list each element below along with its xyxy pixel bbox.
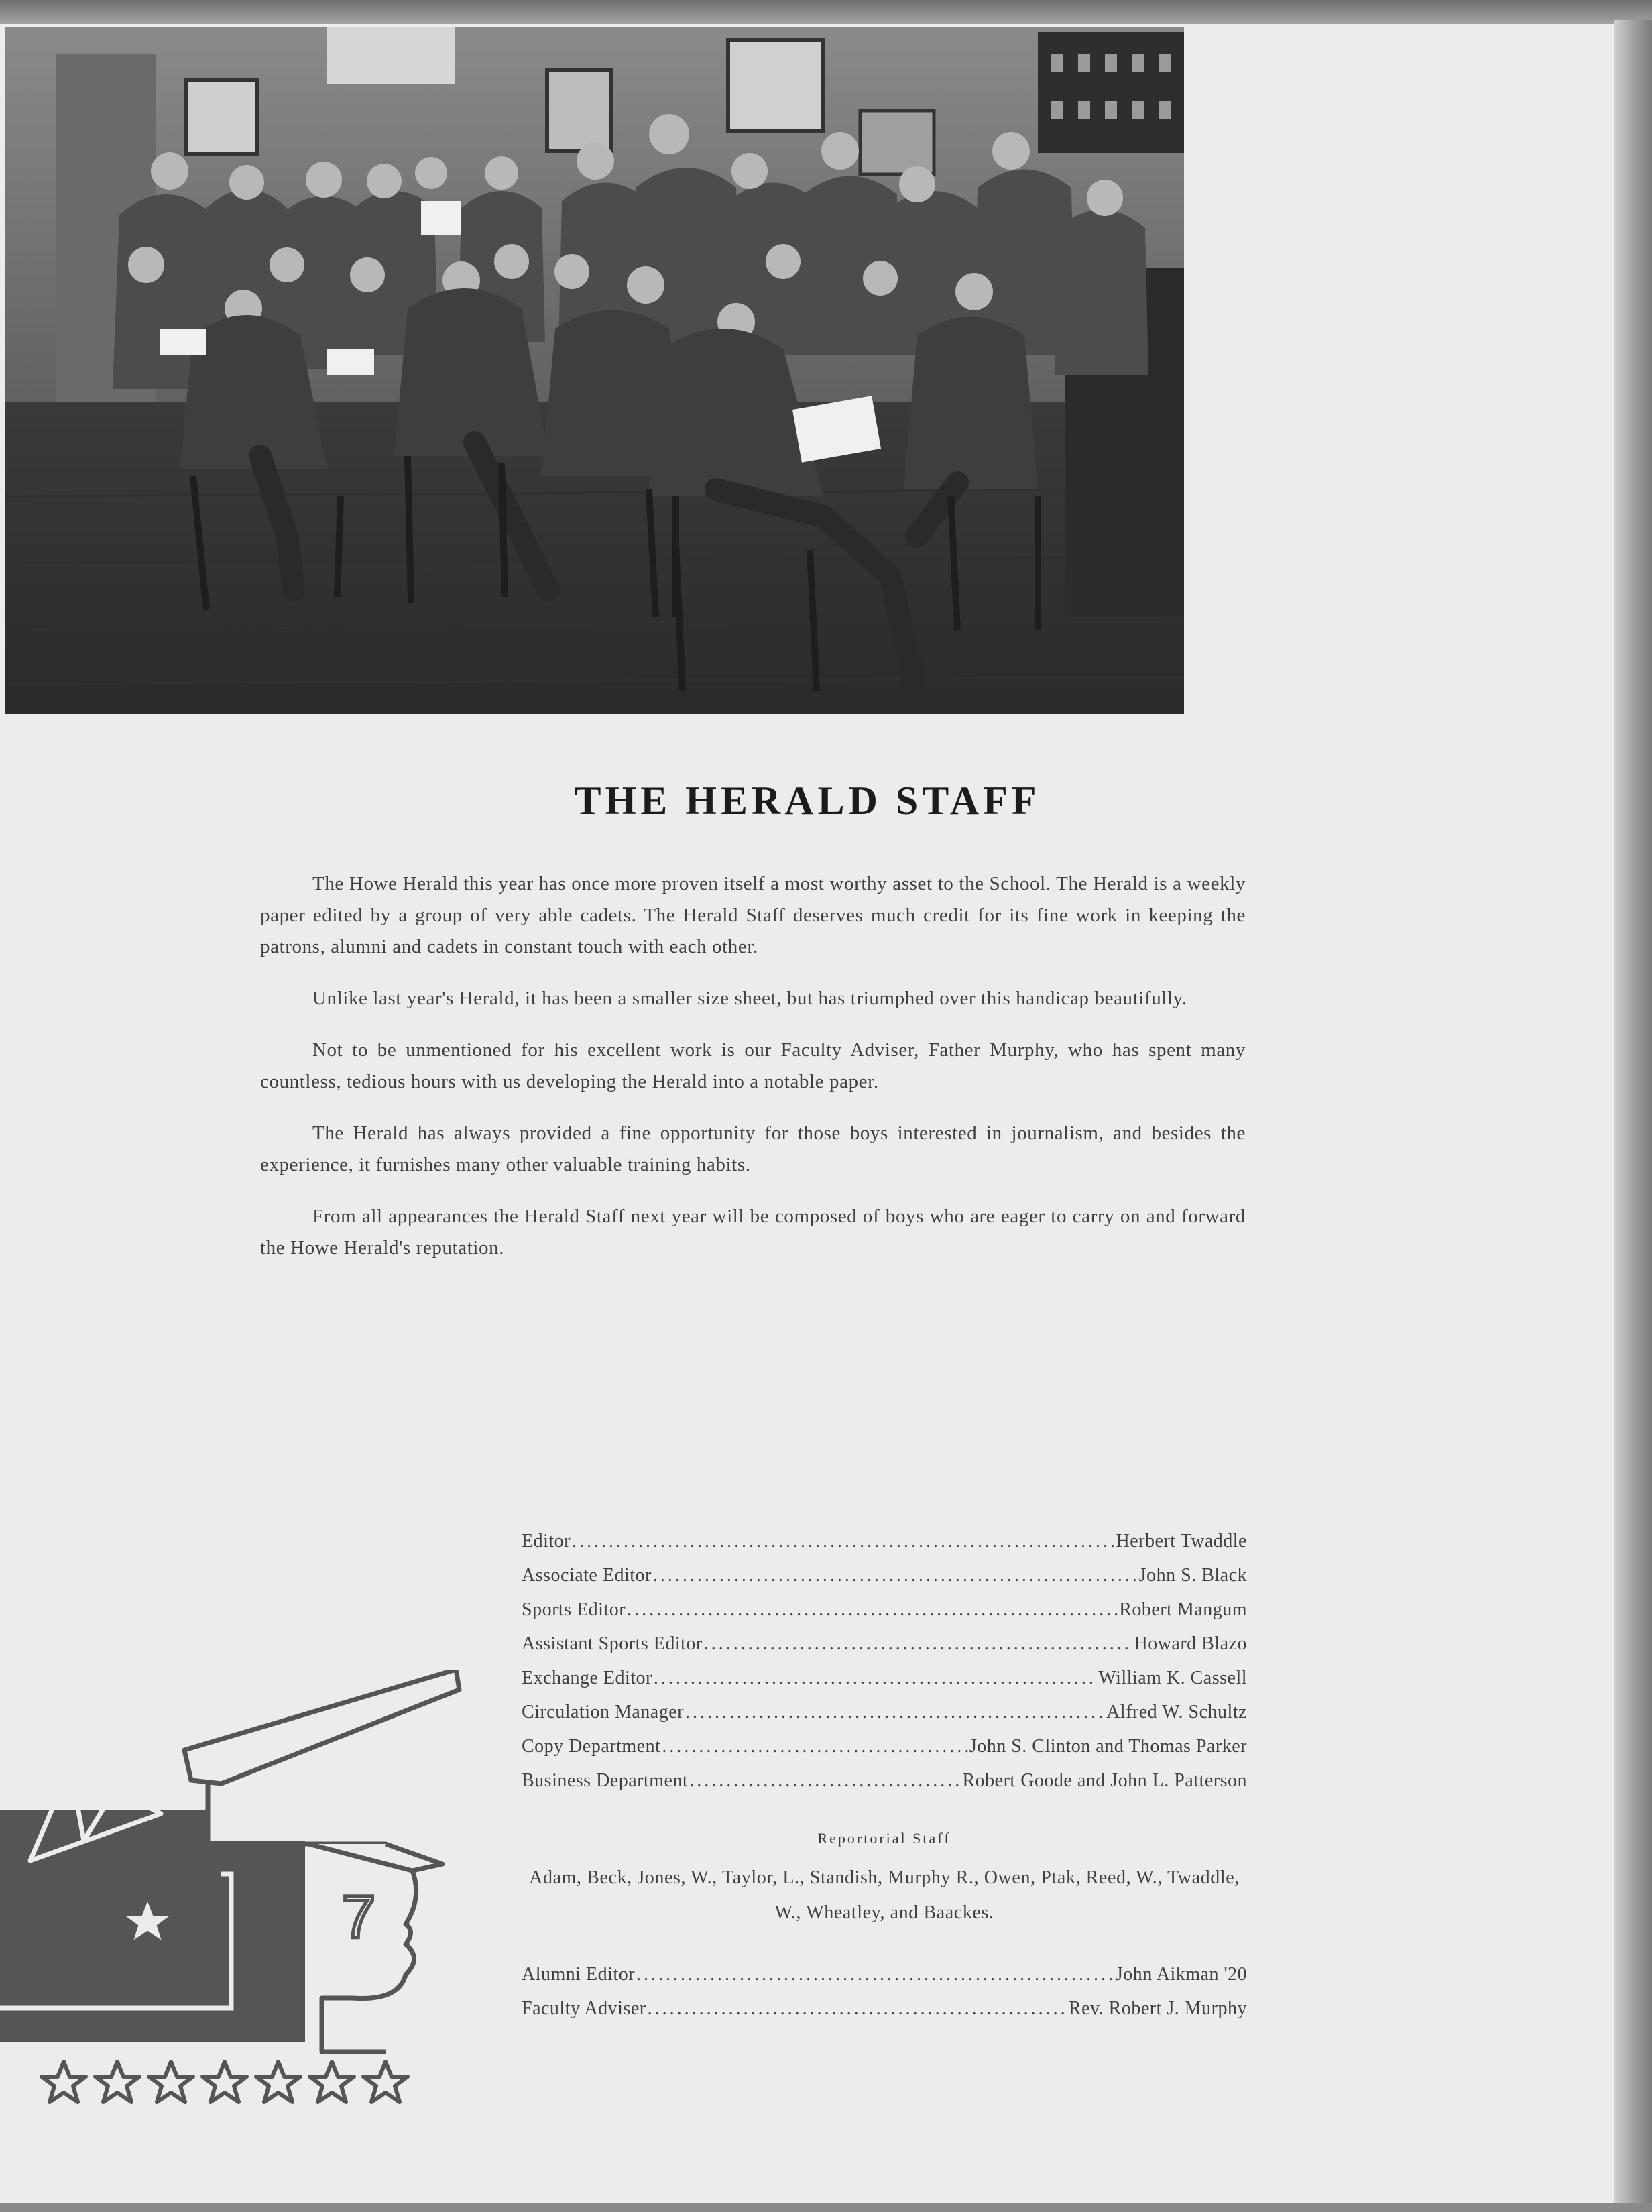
cap-crown — [184, 1670, 459, 1784]
trophy-cabinet — [1038, 32, 1184, 153]
staff-name: Robert Mangum — [1119, 1599, 1247, 1620]
staff-role: Circulation Manager — [522, 1702, 684, 1723]
wall-frame-center — [547, 70, 611, 151]
staff-row — [522, 1770, 1247, 1804]
staff-role: Faculty Adviser — [522, 1998, 646, 2019]
wall-frame-left — [186, 80, 257, 154]
staff-name: Rev. Robert J. Murphy — [1068, 1998, 1247, 2019]
staff-role: Sports Editor — [522, 1599, 626, 1620]
staff-name: John S. Black — [1138, 1565, 1247, 1586]
cap-band — [208, 1784, 386, 1844]
leader-dots — [572, 1531, 1114, 1552]
staff-role: Associate Editor — [522, 1565, 652, 1586]
cap-visor — [308, 1844, 442, 1871]
paragraph-1: The Howe Herald this year has once more proven itself a most worthy asset to the School. The Herald is a weekly paper edited by a group of very able cadets. The Herald Staff deserves much credit for its fine work in keeping the patrons, alumni and cadets in constant touch with each other. — [260, 873, 1246, 957]
staff-name: Herbert Twaddle — [1116, 1531, 1247, 1552]
staff-row — [522, 1633, 1247, 1668]
staff-role: Assistant Sports Editor — [522, 1633, 703, 1654]
page-title: THE HERALD STAFF — [574, 778, 1041, 823]
staff-name: Robert Goode and John L. Patterson — [962, 1770, 1247, 1791]
staff-role: Alumni Editor — [522, 1964, 636, 1985]
leader-dots — [704, 1633, 1133, 1655]
paragraph-2: Unlike last year's Herald, it has been a smaller size sheet, but has triumphed over this handicap beautifully. — [312, 988, 1187, 1009]
staff-role: Business Department — [522, 1770, 689, 1791]
leader-dots — [685, 1702, 1105, 1723]
page-top-edge — [0, 0, 1652, 27]
rank-star-icon — [42, 2062, 86, 2102]
staff-row — [522, 1599, 1247, 1633]
leader-dots — [662, 1736, 967, 1757]
adviser-row — [522, 1964, 1247, 1998]
paragraph-4: The Herald has always provided a fine opportunity for those boys interested in journalism, and besides the experience, it furnishes many other valuable training habits. — [260, 1122, 1246, 1175]
wall-chart — [728, 40, 823, 131]
rank-star-icon — [310, 2062, 354, 2102]
rank-star-icon — [202, 2062, 247, 2102]
staff-row — [522, 1668, 1247, 1702]
rank-star-icon — [95, 2062, 139, 2102]
staff-name: Alfred W. Schultz — [1106, 1702, 1247, 1723]
staff-row — [522, 1702, 1247, 1736]
leader-dots — [654, 1668, 1097, 1689]
staff-name: John S. Clinton and Thomas Parker — [969, 1736, 1247, 1757]
emblem-illustration — [0, 1670, 469, 2139]
staff-name: William K. Cassell — [1098, 1668, 1247, 1688]
staff-name: Howard Blazo — [1134, 1633, 1247, 1654]
staff-row — [522, 1531, 1247, 1565]
emblem-number: 7 — [342, 1884, 376, 1951]
staff-group-photo — [5, 27, 1184, 714]
curtain — [327, 27, 455, 84]
leader-dots — [636, 1964, 1114, 1985]
article-body — [260, 868, 1246, 1284]
staff-row — [522, 1736, 1247, 1770]
wall-frame-right — [860, 111, 934, 174]
rank-star-icon — [363, 2062, 408, 2102]
rank-star-icon — [149, 2062, 193, 2102]
leader-dots — [627, 1599, 1118, 1621]
page-bottom-edge — [0, 2203, 1652, 2212]
leader-dots — [648, 1998, 1067, 2020]
staff-role: Editor — [522, 1531, 571, 1552]
staff-role: Copy Department — [522, 1736, 661, 1757]
staff-list — [522, 1531, 1247, 2032]
staff-name: John Aikman '20 — [1115, 1964, 1247, 1985]
reportorial-members: Adam, Beck, Jones, W., Taylor, L., Standish, Murphy R., Owen, Ptak, Reed, W., Twaddle, W., Wheatley, and Baackes. — [529, 1867, 1240, 1923]
cadet-emblem — [0, 1670, 469, 2139]
staff-role: Exchange Editor — [522, 1668, 652, 1688]
photo-illustration — [5, 27, 1184, 714]
paragraph-3: Not to be unmentioned for his excellent work is our Faculty Adviser, Father Murphy, who has spent many countless, tedious hours with us developing the Herald into a notable paper. — [260, 1039, 1246, 1092]
rank-stars — [42, 2062, 408, 2102]
paragraph-5: From all appearances the Herald Staff next year will be composed of boys who are eager to carry on and forward the Howe Herald's reputation. — [260, 1206, 1246, 1259]
leader-dots — [689, 1770, 961, 1792]
rank-star-icon — [256, 2062, 300, 2102]
leader-dots — [653, 1565, 1138, 1586]
staff-row — [522, 1565, 1247, 1599]
reportorial-heading: Reportorial Staff — [817, 1830, 951, 1847]
page-right-edge — [1614, 20, 1652, 2212]
adviser-row — [522, 1998, 1247, 2032]
